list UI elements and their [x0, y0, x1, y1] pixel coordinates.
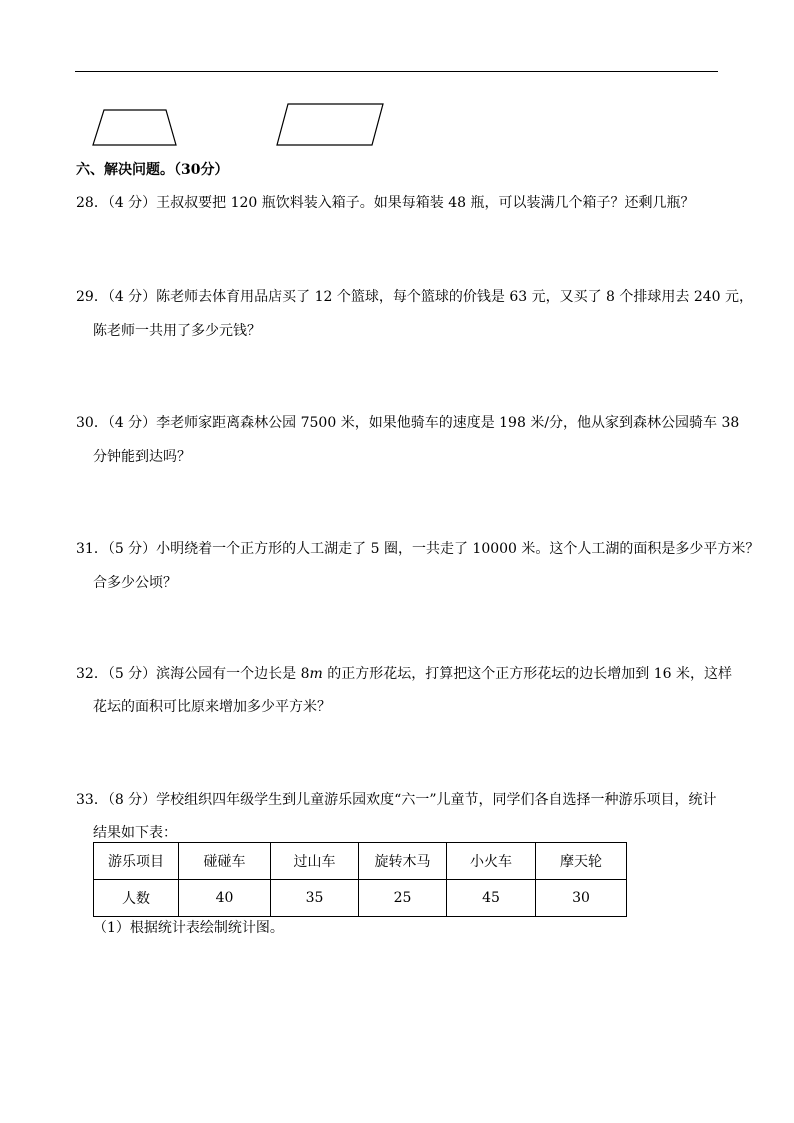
table-count-cell: 45	[447, 880, 536, 917]
problem-31-text-line2: 合多少公顷？	[93, 575, 177, 591]
table-item-cell: 摩天轮	[536, 843, 627, 880]
problem-32-unit-variable: m	[309, 666, 323, 682]
table-item-cell: 旋转木马	[359, 843, 447, 880]
table-count-cell: 35	[271, 880, 359, 917]
problem-32-text-line1	[76, 664, 732, 684]
shape-figures	[90, 100, 390, 150]
problem-31-text-line1: 31．（5 分）小明绕着一个正方形的人工湖走了 5 圈，一共走了 10000 米。这个人工湖的面积是多少平方米？	[76, 541, 760, 557]
table-item-cell: 过山车	[271, 843, 359, 880]
table-count-cell: 30	[536, 880, 627, 917]
problem-28-text: 28．（4 分）王叔叔要把 120 瓶饮料装入箱子。如果每箱装 48 瓶，可以装满几个箱子？还剩几瓶？	[76, 195, 695, 211]
table-header-label: 游乐项目	[94, 843, 179, 880]
problem-33-subquestion-1: （1）根据统计表绘制统计图。	[93, 920, 284, 936]
problem-32-text-post: 的正方形花坛，打算把这个正方形花坛的边长增加到 16 米，这样	[322, 666, 732, 682]
table-item-cell: 碰碰车	[179, 843, 271, 880]
table-item-cell: 小火车	[447, 843, 536, 880]
problem-30-text-line1: 30．（4 分）李老师家距离森林公园 7500 米，如果他骑车的速度是 198 米/分，他从家到森林公园骑车 38	[76, 415, 740, 431]
table-count-cell: 40	[179, 880, 271, 917]
parallelogram-shape	[277, 104, 383, 145]
header-rule	[75, 71, 718, 72]
problem-29-text-line1: 29．（4 分）陈老师去体育用品店买了 12 个篮球，每个篮球的价钱是 63 元，又买了 8 个排球用去 240 元，	[76, 289, 754, 305]
problem-32-text-pre: 32．（5 分）滨海公园有一个边长是 8	[76, 666, 310, 682]
problem-33-text-line1: 33．（8 分）学校组织四年级学生到儿童游乐园欢度“六一”儿童节，同学们各自选择一种游乐项目，统计	[76, 792, 717, 808]
section-title: 六、解决问题。（30分）	[76, 162, 229, 178]
table-count-cell: 25	[359, 880, 447, 917]
problem-32-text-line2: 花坛的面积可比原来增加多少平方米？	[93, 699, 331, 715]
table-header-row	[94, 843, 627, 880]
problem-29-text-line2: 陈老师一共用了多少元钱？	[93, 323, 261, 339]
table-row-label: 人数	[94, 880, 179, 917]
problem-33-text-line2: 结果如下表：	[93, 825, 177, 841]
problem-30-text-line2: 分钟能到达吗？	[93, 449, 191, 465]
trapezoid-shape	[93, 110, 176, 145]
table-count-row	[94, 880, 627, 917]
amusement-stats-table	[93, 842, 627, 917]
